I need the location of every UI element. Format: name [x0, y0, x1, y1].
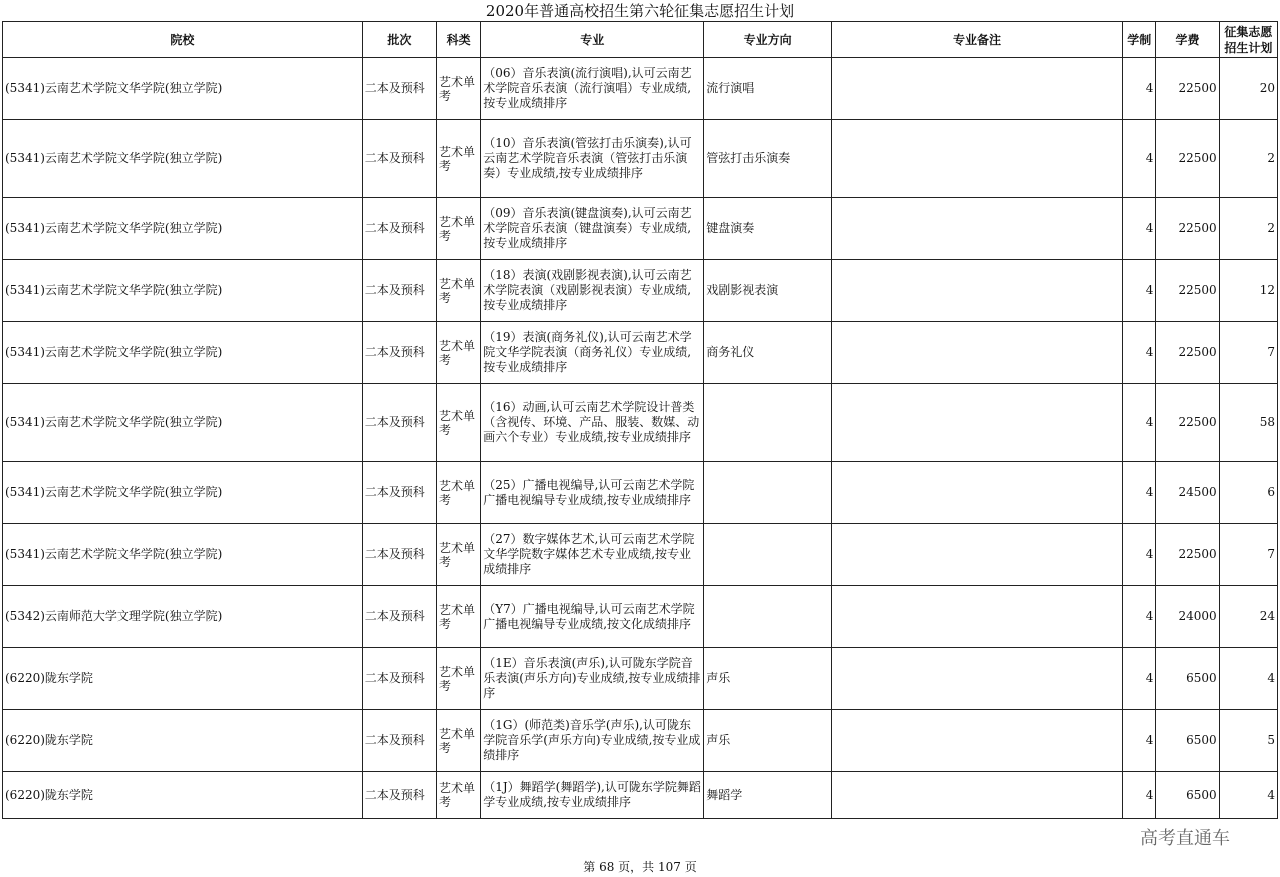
plan-cell: 20	[1219, 58, 1277, 120]
plan-cell: 4	[1219, 648, 1277, 710]
plan-cell: 58	[1219, 384, 1277, 462]
header-school: 院校	[3, 22, 363, 58]
direction-cell: 管弦打击乐演奏	[704, 120, 832, 198]
major-cell: （1G）(师范类)音乐学(声乐),认可陇东学院音乐学(声乐方向)专业成绩,按专业成绩排序	[481, 710, 704, 772]
note-cell	[831, 586, 1122, 648]
table-row	[3, 58, 1278, 120]
fee-cell: 22500	[1156, 260, 1219, 322]
plan-cell: 5	[1219, 710, 1277, 772]
plan-cell: 7	[1219, 322, 1277, 384]
direction-cell	[704, 462, 832, 524]
school-cell: (5341)云南艺术学院文华学院(独立学院)	[3, 322, 363, 384]
direction-cell: 键盘演奏	[704, 198, 832, 260]
plan-cell: 2	[1219, 120, 1277, 198]
batch-cell: 二本及预科	[362, 198, 436, 260]
plan-cell: 7	[1219, 524, 1277, 586]
category-cell: 艺术单考	[437, 120, 481, 198]
plan-cell: 4	[1219, 772, 1277, 819]
page-title: 2020年普通高校招生第六轮征集志愿招生计划	[485, 2, 795, 20]
page-number: 第 68 页，共 107 页	[583, 860, 697, 874]
note-cell	[831, 648, 1122, 710]
note-cell	[831, 524, 1122, 586]
major-cell: （1J）舞蹈学(舞蹈学),认可陇东学院舞蹈学专业成绩,按专业成绩排序	[481, 772, 704, 819]
note-cell	[831, 260, 1122, 322]
table-row	[3, 462, 1278, 524]
table-row	[3, 586, 1278, 648]
table-row	[3, 524, 1278, 586]
batch-cell: 二本及预科	[362, 710, 436, 772]
batch-cell: 二本及预科	[362, 524, 436, 586]
major-cell: （10）音乐表演(管弦打击乐演奏),认可云南艺术学院音乐表演（管弦打击乐演奏）专业成绩,按专业成绩排序	[481, 120, 704, 198]
table-row	[3, 198, 1278, 260]
batch-cell: 二本及预科	[362, 648, 436, 710]
watermark-logo: 高考直通车	[1140, 828, 1230, 849]
years-cell: 4	[1123, 322, 1156, 384]
category-cell: 艺术单考	[437, 322, 481, 384]
plan-cell: 12	[1219, 260, 1277, 322]
school-cell: (5341)云南艺术学院文华学院(独立学院)	[3, 120, 363, 198]
plan-cell: 24	[1219, 586, 1277, 648]
fee-cell: 22500	[1156, 322, 1219, 384]
direction-cell: 流行演唱	[704, 58, 832, 120]
table-header-row	[3, 22, 1278, 58]
header-major: 专业	[481, 22, 704, 58]
note-cell	[831, 462, 1122, 524]
batch-cell: 二本及预科	[362, 322, 436, 384]
note-cell	[831, 322, 1122, 384]
years-cell: 4	[1123, 198, 1156, 260]
years-cell: 4	[1123, 120, 1156, 198]
fee-cell: 22500	[1156, 198, 1219, 260]
plan-cell: 6	[1219, 462, 1277, 524]
school-cell: (5342)云南师范大学文理学院(独立学院)	[3, 586, 363, 648]
note-cell	[831, 772, 1122, 819]
school-cell: (5341)云南艺术学院文华学院(独立学院)	[3, 524, 363, 586]
note-cell	[831, 58, 1122, 120]
table-row	[3, 260, 1278, 322]
enrollment-plan-table	[2, 21, 1278, 819]
plan-cell: 2	[1219, 198, 1277, 260]
direction-cell: 声乐	[704, 648, 832, 710]
years-cell: 4	[1123, 260, 1156, 322]
direction-cell: 戏剧影视表演	[704, 260, 832, 322]
direction-cell	[704, 586, 832, 648]
category-cell: 艺术单考	[437, 710, 481, 772]
fee-cell: 24000	[1156, 586, 1219, 648]
years-cell: 4	[1123, 384, 1156, 462]
batch-cell: 二本及预科	[362, 260, 436, 322]
major-cell: （09）音乐表演(键盘演奏),认可云南艺术学院音乐表演（键盘演奏）专业成绩,按专业成绩排序	[481, 198, 704, 260]
school-cell: (5341)云南艺术学院文华学院(独立学院)	[3, 198, 363, 260]
years-cell: 4	[1123, 462, 1156, 524]
direction-cell	[704, 384, 832, 462]
school-cell: (5341)云南艺术学院文华学院(独立学院)	[3, 58, 363, 120]
table-row	[3, 384, 1278, 462]
table-row	[3, 120, 1278, 198]
major-cell: （18）表演(戏剧影视表演),认可云南艺术学院表演（戏剧影视表演）专业成绩,按专业成绩排序	[481, 260, 704, 322]
category-cell: 艺术单考	[437, 648, 481, 710]
category-cell: 艺术单考	[437, 586, 481, 648]
table-row	[3, 648, 1278, 710]
header-batch: 批次	[362, 22, 436, 58]
years-cell: 4	[1123, 58, 1156, 120]
category-cell: 艺术单考	[437, 260, 481, 322]
table-row	[3, 322, 1278, 384]
direction-cell: 舞蹈学	[704, 772, 832, 819]
school-cell: (6220)陇东学院	[3, 772, 363, 819]
note-cell	[831, 198, 1122, 260]
fee-cell: 22500	[1156, 58, 1219, 120]
category-cell: 艺术单考	[437, 58, 481, 120]
category-cell: 艺术单考	[437, 524, 481, 586]
note-cell	[831, 384, 1122, 462]
fee-cell: 22500	[1156, 524, 1219, 586]
batch-cell: 二本及预科	[362, 384, 436, 462]
table-row	[3, 772, 1278, 819]
fee-cell: 22500	[1156, 120, 1219, 198]
major-cell: （19）表演(商务礼仪),认可云南艺术学院文华学院表演（商务礼仪）专业成绩,按专业成绩排序	[481, 322, 704, 384]
category-cell: 艺术单考	[437, 772, 481, 819]
years-cell: 4	[1123, 586, 1156, 648]
table-row	[3, 710, 1278, 772]
batch-cell: 二本及预科	[362, 772, 436, 819]
header-fee: 学费	[1156, 22, 1219, 58]
category-cell: 艺术单考	[437, 384, 481, 462]
school-cell: (6220)陇东学院	[3, 710, 363, 772]
school-cell: (5341)云南艺术学院文华学院(独立学院)	[3, 462, 363, 524]
batch-cell: 二本及预科	[362, 462, 436, 524]
school-cell: (6220)陇东学院	[3, 648, 363, 710]
years-cell: 4	[1123, 772, 1156, 819]
header-years: 学制	[1123, 22, 1156, 58]
fee-cell: 6500	[1156, 648, 1219, 710]
batch-cell: 二本及预科	[362, 586, 436, 648]
major-cell: （Y7）广播电视编导,认可云南艺术学院广播电视编导专业成绩,按文化成绩排序	[481, 586, 704, 648]
direction-cell: 声乐	[704, 710, 832, 772]
header-note: 专业备注	[831, 22, 1122, 58]
major-cell: （25）广播电视编导,认可云南艺术学院广播电视编导专业成绩,按专业成绩排序	[481, 462, 704, 524]
major-cell: （06）音乐表演(流行演唱),认可云南艺术学院音乐表演（流行演唱）专业成绩,按专业成绩排序	[481, 58, 704, 120]
header-direction: 专业方向	[704, 22, 832, 58]
direction-cell	[704, 524, 832, 586]
major-cell: （27）数字媒体艺术,认可云南艺术学院文华学院数字媒体艺术专业成绩,按专业成绩排序	[481, 524, 704, 586]
batch-cell: 二本及预科	[362, 120, 436, 198]
school-cell: (5341)云南艺术学院文华学院(独立学院)	[3, 260, 363, 322]
fee-cell: 6500	[1156, 772, 1219, 819]
batch-cell: 二本及预科	[362, 58, 436, 120]
years-cell: 4	[1123, 524, 1156, 586]
category-cell: 艺术单考	[437, 198, 481, 260]
years-cell: 4	[1123, 648, 1156, 710]
fee-cell: 22500	[1156, 384, 1219, 462]
fee-cell: 6500	[1156, 710, 1219, 772]
direction-cell: 商务礼仪	[704, 322, 832, 384]
note-cell	[831, 120, 1122, 198]
major-cell: （16）动画,认可云南艺术学院设计普类（含视传、环境、产品、服装、数媒、动画六个专业）专业成绩,按专业成绩排序	[481, 384, 704, 462]
header-plan: 征集志愿招生计划	[1219, 22, 1277, 58]
major-cell: （1E）音乐表演(声乐),认可陇东学院音乐表演(声乐方向)专业成绩,按专业成绩排序	[481, 648, 704, 710]
fee-cell: 24500	[1156, 462, 1219, 524]
school-cell: (5341)云南艺术学院文华学院(独立学院)	[3, 384, 363, 462]
header-category: 科类	[437, 22, 481, 58]
category-cell: 艺术单考	[437, 462, 481, 524]
years-cell: 4	[1123, 710, 1156, 772]
note-cell	[831, 710, 1122, 772]
